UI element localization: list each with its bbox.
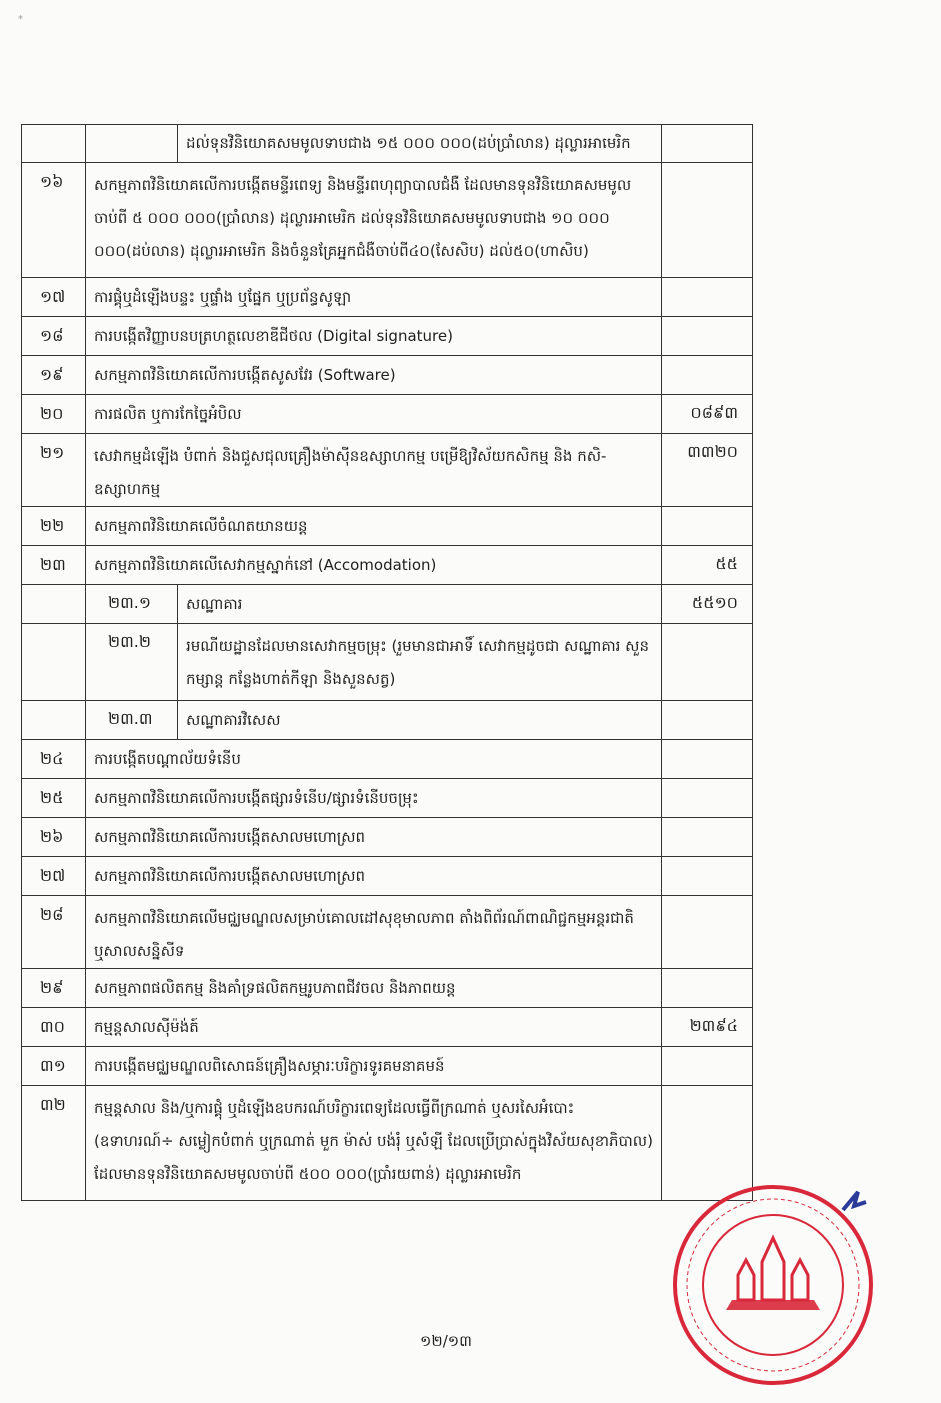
row-code: [661, 1047, 753, 1085]
table-row: [21, 124, 753, 163]
table-row: [21, 969, 753, 1008]
row-number: ២០: [21, 395, 86, 433]
row-number: ២៤: [21, 740, 86, 778]
row-number: ២២: [21, 507, 86, 545]
row-number: ១៩: [21, 356, 86, 394]
table-row: [21, 546, 753, 585]
table-row: [21, 857, 753, 896]
row-desc: សកម្មភាពផលិតកម្ម និងគាំទ្រផលិតកម្មរូបភាពជីវចល និងភាពយន្ត: [94, 979, 456, 997]
row-desc: សេវាកម្មដំឡើង បំពាក់ និងជួសជុលគ្រឿងម៉ាស៊ីនឧស្សាហកម្ម បម្រើឱ្យវិស័យកសិកម្ម និង កសិ-ឧស្សាហកម្ម: [94, 447, 607, 498]
row-number: ២១: [21, 434, 86, 506]
table-row: [21, 624, 753, 701]
row-number: ២៣: [21, 546, 86, 584]
row-code: [661, 701, 753, 739]
row-code: ៥៥១០: [661, 585, 753, 623]
row-code: [661, 163, 753, 277]
empty-cell: [21, 624, 86, 700]
row-desc: សកម្មភាពវិនិយោគលើការបង្កើតសាលមហោស្រព: [94, 828, 366, 846]
row-number: ៣១: [21, 1047, 86, 1085]
empty-cell: [21, 701, 86, 739]
activity-table: [21, 124, 753, 1201]
row-code: [661, 125, 753, 162]
row-desc: ការផលិត ឬការកែច្នៃអំបិល: [94, 405, 242, 423]
row-code: [661, 624, 753, 700]
row-code: [661, 779, 753, 817]
row-desc: កម្មន្តសាលស៊ីម៉ង់ត៍: [94, 1018, 199, 1036]
table-row: [21, 163, 753, 278]
row-number: ២៨: [21, 896, 86, 968]
row-desc: សកម្មភាពវិនិយោគលើការបង្កើតមន្ទីរពេទ្យ និងមន្ទីរពហុព្យាបាលជំងឺ ដែលមានទុនវិនិយោគសមមូលចាប់ពី ៥ ០០០ ០០០(ប្រាំលាន) ដុល្លារអាមេរិក ដល់ទុនវិនិយោគសមមូលទាបជាង ១០ ០០០ ០០០(ដប់លាន) ដុល្លារអាមេរិក និងចំនួនគ្រែអ្នកជំងឺចាប់ពី៤០(សែសិប) ដល់៥០(ហាសិប): [94, 176, 632, 260]
row-code: [661, 317, 753, 355]
table-row: [21, 395, 753, 434]
row-number: ២៣.៣: [86, 701, 178, 739]
row-code: [661, 818, 753, 856]
row-code: [661, 969, 753, 1007]
table-row: [21, 896, 753, 969]
row-code: [661, 857, 753, 895]
row-desc: សកម្មភាពវិនិយោគលើការបង្កើតសាលមហោស្រព: [94, 867, 366, 885]
official-seal-icon: [668, 1180, 878, 1390]
row-number: ១៨: [21, 317, 86, 355]
row-code: [661, 278, 753, 316]
row-desc: រមណីយដ្ឋានដែលមានសេវាកម្មចម្រុះ (រួមមានជាអាទិ៍ សេវាកម្មដូចជា សណ្ឋាគារ សួនកម្សាន្ត កន្លែងហាត់កីឡា និងសួនសត្វ): [186, 637, 649, 688]
row-desc: សណ្ឋាគារ: [186, 595, 243, 613]
row-code: [661, 740, 753, 778]
corner-mark: *: [18, 14, 23, 25]
row-desc: ការបង្កើតបណ្តាល័យទំនើប: [94, 750, 241, 768]
row-code: [661, 507, 753, 545]
table-row: [21, 1047, 753, 1086]
empty-cell: [21, 585, 86, 623]
row-desc: ការបង្កើតមជ្ឈមណ្ឌលពិសោធន៍គ្រឿងសម្ភារៈបរិក្ខារទូរគមនាគមន៍: [94, 1057, 445, 1075]
table-row: [21, 779, 753, 818]
empty-cell: [21, 125, 86, 162]
table-row: [21, 434, 753, 507]
table-row: [21, 740, 753, 779]
table-row: [21, 317, 753, 356]
row-code: ០៨៩៣: [661, 395, 753, 433]
row-number: ២៩: [21, 969, 86, 1007]
row-code: ៥៥: [661, 546, 753, 584]
row-number: ១៧: [21, 278, 86, 316]
row-desc: សកម្មភាពវិនិយោគលើមជ្ឈមណ្ឌលសម្រាប់គោលដៅសុខុមាលភាព តាំងពិព័រណ៍ពាណិជ្ជកម្មអន្តរជាតិ ឬសាលសន្និសីទ: [94, 909, 634, 960]
row-desc: ការបង្កើតវិញ្ញាបនបត្រហត្ថលេខាឌីជីថល (Digital signature): [94, 327, 453, 345]
table-row: [21, 1008, 753, 1047]
table-row: [21, 278, 753, 317]
row-number: ៣២: [21, 1086, 86, 1200]
row-desc: សណ្ឋាគារវិសេស: [186, 711, 281, 729]
row-number: ១៦: [21, 163, 86, 277]
row-desc: ការផ្គុំឬដំឡើងបន្ទះ ឬផ្ទាំង ឬផ្នែក ឬប្រព័ន្ធសូឡា: [94, 288, 352, 306]
row-number: ២៧: [21, 857, 86, 895]
row-desc: សកម្មភាពវិនិយោគលើសេវាកម្មស្នាក់នៅ (Accomodation): [94, 556, 437, 574]
table-row: [21, 818, 753, 857]
table-row: [21, 585, 753, 624]
row-number: ២៣.២: [86, 624, 178, 700]
row-number: ៣០: [21, 1008, 86, 1046]
row-number: ២៣.១: [86, 585, 178, 623]
row-number: ២៦: [21, 818, 86, 856]
row-code: [661, 896, 753, 968]
table-row: [21, 701, 753, 740]
table-row: [21, 507, 753, 546]
row-code: ២៣៩៤: [661, 1008, 753, 1046]
empty-cell: [86, 125, 178, 162]
row-desc: កម្មន្តសាល និង/ឬការផ្គុំ ឬដំឡើងឧបករណ៍បរិក្ខារពេទ្យដែលធ្វើពីក្រណាត់ ឬសរសៃអំបោះ (ឧទាហរណ៍÷ សម្លៀកបំពាក់ ឬក្រណាត់ មួក ម៉ាស់ បង់រុំ ឬសំឡី ដែលប្រើប្រាស់ក្នុងវិស័យសុខាភិបាល) ដែលមានទុនវិនិយោគសមមូលចាប់ពី ៥០០ ០០០(ប្រាំរយពាន់) ដុល្លារអាមេរិក: [94, 1099, 653, 1183]
row-desc: សកម្មភាពវិនិយោគលើការបង្កើតសូសវែរ (Software): [94, 366, 396, 384]
row-code: ៣៣២០: [661, 434, 753, 506]
row-desc: ដល់ទុនវិនិយោគសមមូលទាបជាង ១៥ ០០០ ០០០(ដប់ប្រាំលាន) ដុល្លារអាមេរិក: [186, 134, 631, 152]
table-row: [21, 1086, 753, 1201]
row-number: ២៥: [21, 779, 86, 817]
row-code: [661, 356, 753, 394]
row-desc: សកម្មភាពវិនិយោគលើចំណតយានយន្ត: [94, 517, 308, 535]
page-number: ១២/១៣: [420, 1332, 472, 1350]
table-row: [21, 356, 753, 395]
row-desc: សកម្មភាពវិនិយោគលើការបង្កើតផ្សារទំនើប/ផ្សារទំនើបចម្រុះ: [94, 789, 419, 807]
